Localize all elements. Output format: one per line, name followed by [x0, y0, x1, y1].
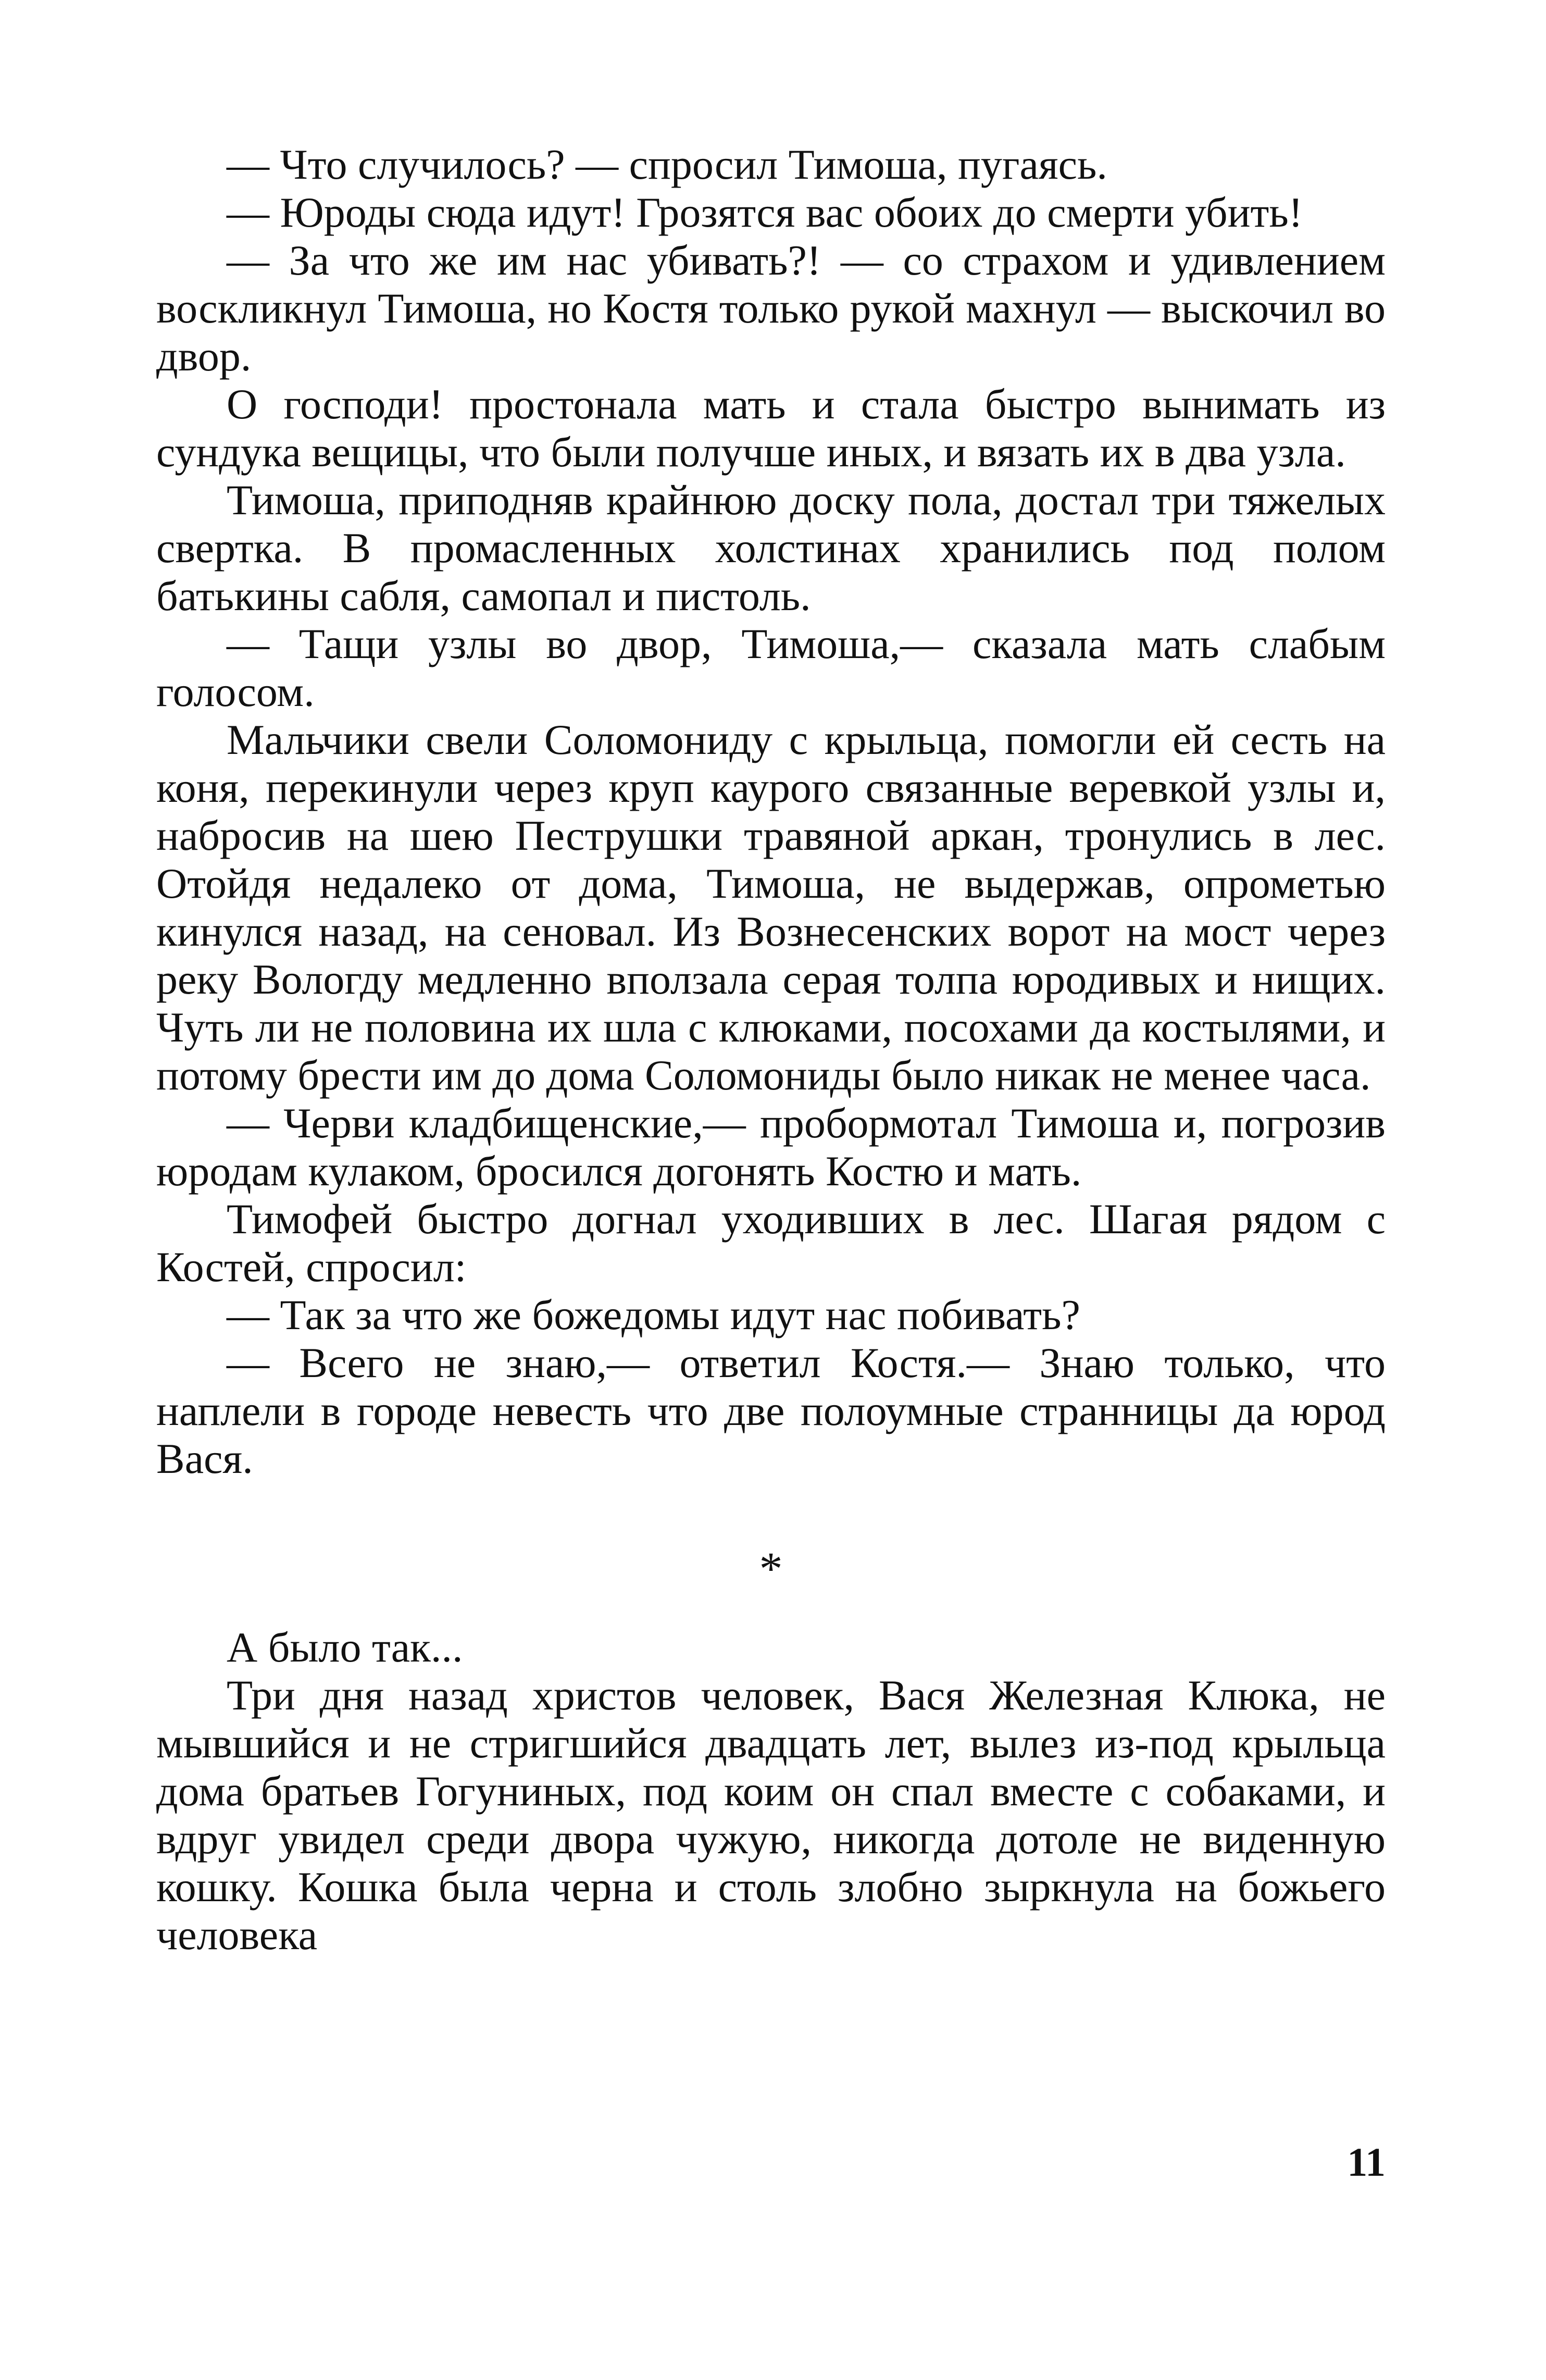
paragraph: А было так... [227, 1623, 463, 1671]
paragraph: Три дня назад христов человек, Вася Железная Клюка, не мывшийся и не стригшийся двадцать лет, вылез из-под крыльца дома братьев Гогуниных, под коим он спал вместе с собаками, и вдруг увидел среди двора чужую, никогда дотоле не виденную кошку. Кошка была черна и столь злобно зыркнула на божьего человека [156, 1671, 1386, 1958]
paragraph: Тимофей быстро догнал уходивших в лес. Шагая рядом с Костей, спросил: [156, 1195, 1386, 1291]
page-number: 11 [1347, 2139, 1386, 2185]
paragraph: — Что случилось? — спросил Тимоша, пугаясь. [227, 141, 1107, 188]
text-block-after [156, 1623, 1386, 1959]
paragraph: — Юроды сюда идут! Грозятся вас обоих до смерти убить! [227, 189, 1303, 236]
paragraph: Тимоша, приподняв крайнюю доску пола, достал три тяжелых свертка. В промасленных холстинах хранились под полом батькины сабля, самопал и пистоль. [156, 476, 1386, 619]
paragraph: — Так за что же божедомы идут нас побивать? [227, 1291, 1080, 1338]
text-block-before [156, 141, 1386, 1483]
paragraph: — Всего не знаю,— ответил Костя.— Знаю только, что наплели в городе невесть что две полоумные странницы да юрод Вася. [156, 1339, 1386, 1482]
paragraph: — За что же им нас убивать?! — со страхом и удивлением воскликнул Тимоша, но Костя только рукой махнул — выскочил во двор. [156, 237, 1386, 380]
paragraph: — Тащи узлы во двор, Тимоша,— сказала мать слабым голосом. [156, 620, 1386, 715]
paragraph: Мальчики свели Соломониду с крыльца, помогли ей сесть на коня, перекинули через круп каурого связанные веревкой узлы и, набросив на шею Пеструшки травяной аркан, тронулись в лес. Отойдя недалеко от дома, Тимоша, не выдержав, опрометью кинулся назад, на сеновал. Из Вознесенских ворот на мост через реку Вологду медленно вползала серая толпа юродивых и нищих. Чуть ли не половина их шла с клюками, посохами да костылями, и потому брести им до дома Соломониды было никак не менее часа. [156, 716, 1386, 1099]
paragraph: — Черви кладбищенские,— пробормотал Тимоша и, погрозив юродам кулаком, бросился догонять Костю и мать. [156, 1099, 1386, 1195]
page-body [156, 141, 1386, 1959]
section-separator: * [759, 1543, 783, 1595]
paragraph: О господи! простонала мать и стала быстро вынимать из сундука вещицы, что были получше иных, и вязать их в два узла. [156, 380, 1386, 476]
